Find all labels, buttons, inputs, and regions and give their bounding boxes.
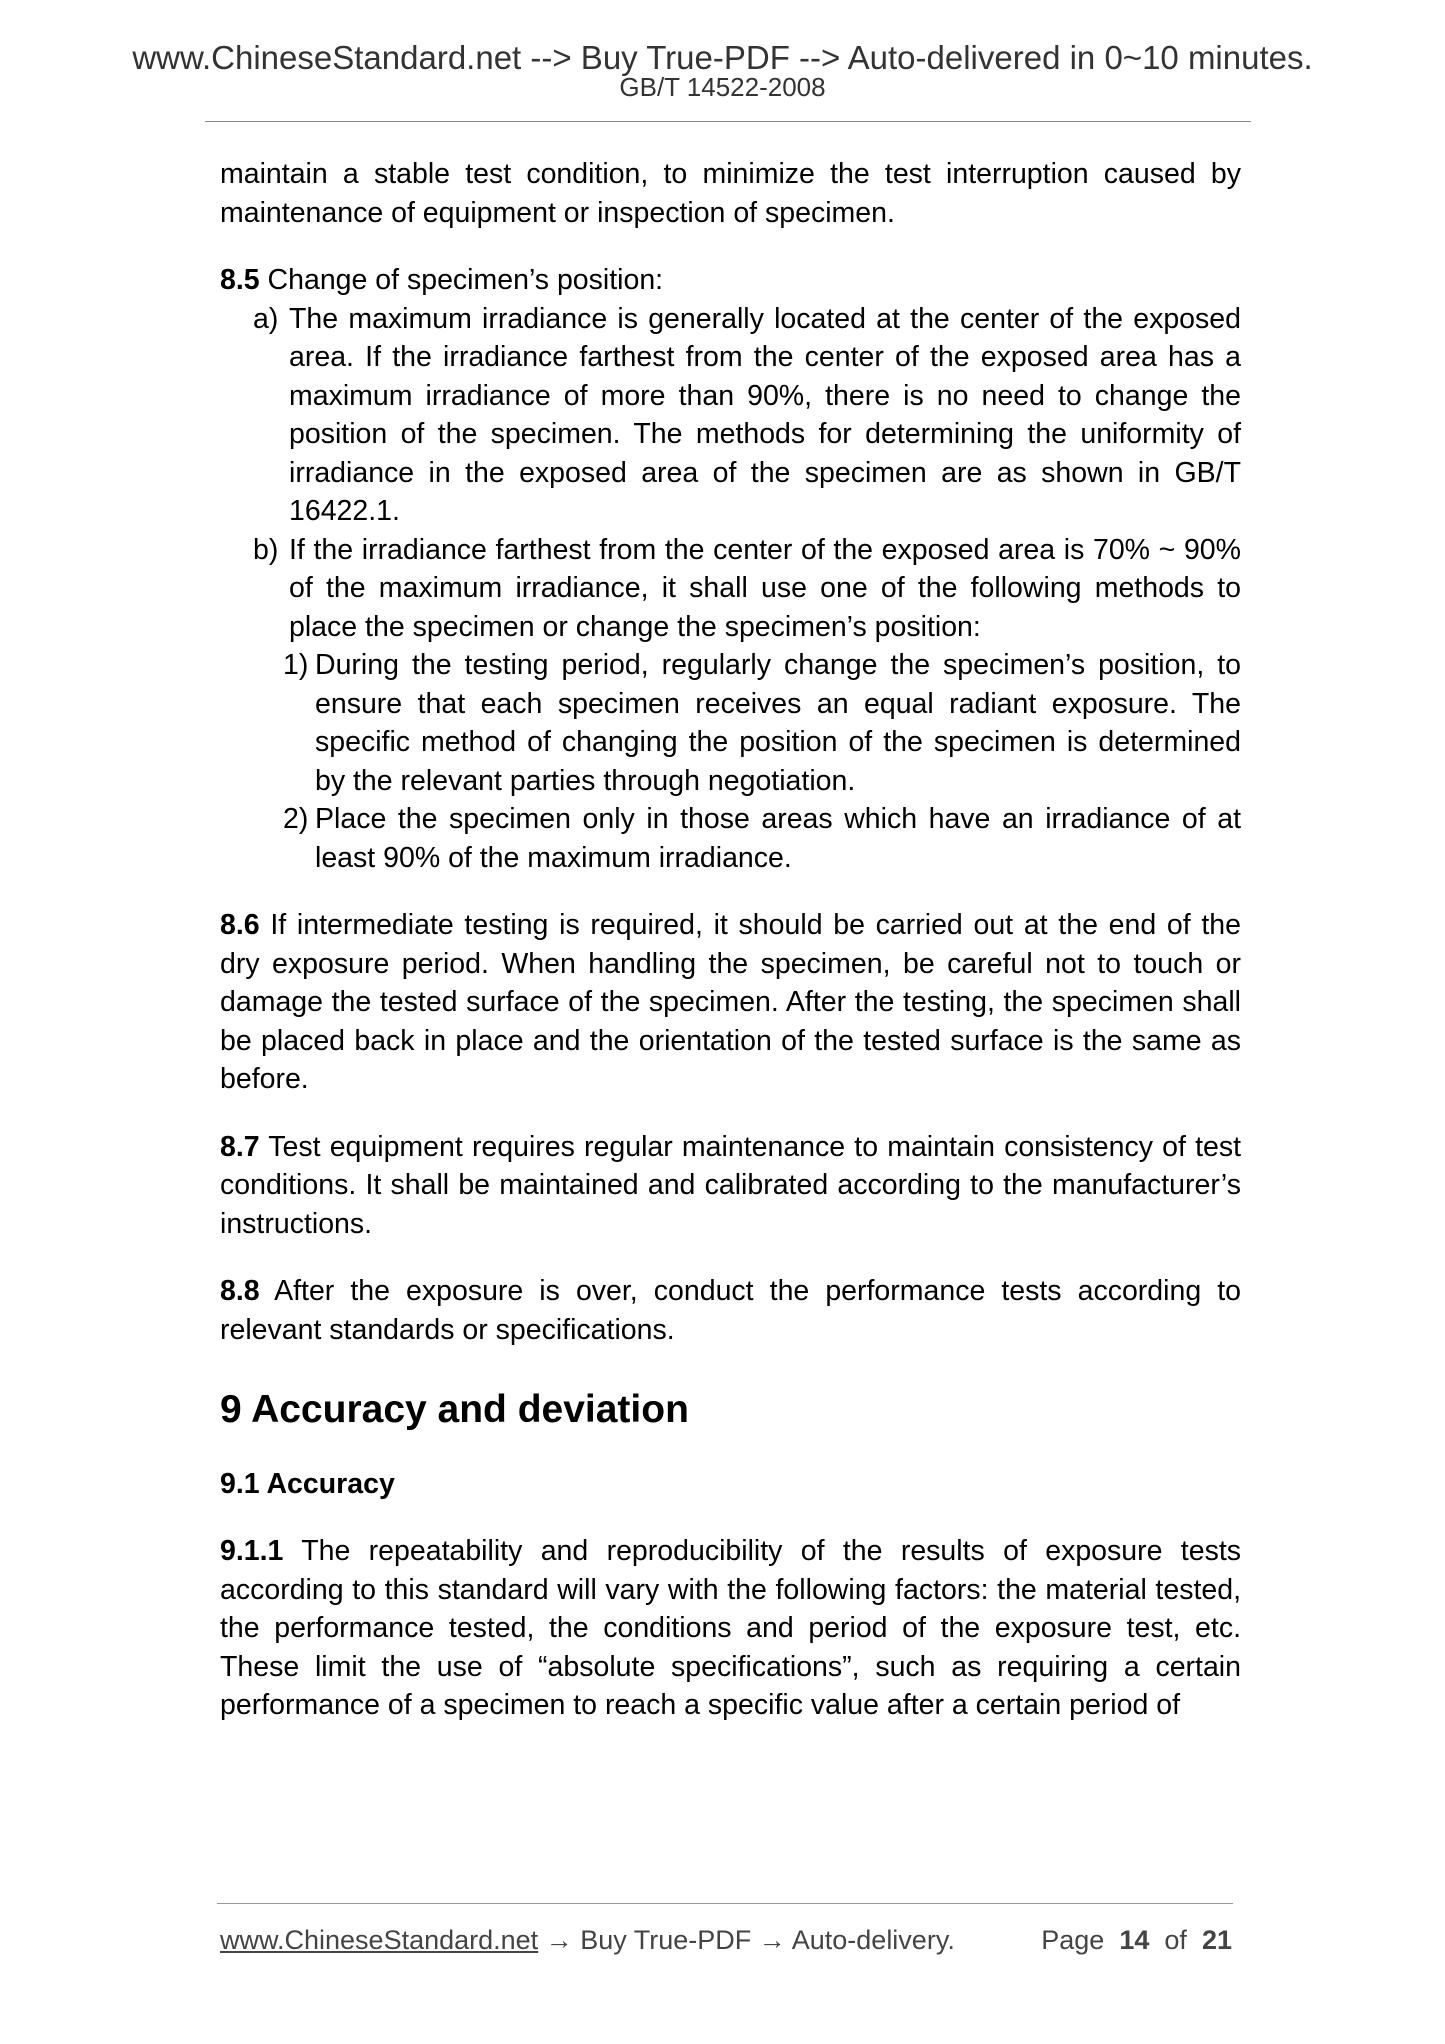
clause-text: If intermediate testing is required, it should be carried out at the end of the dry exposure period. When handling the specimen, be careful not to touch or damage the tested surface of the specimen. After the testing, the specimen shall be placed back in place and the orientation of the tested surface is the same as before. <box>220 909 1241 1095</box>
clause-text: The repeatability and reproducibility of the results of exposure tests according to this standard will vary with the following factors: the material tested, the performance tested, the conditions and period of the exposure test, etc. These limit the use of “absolute specifications”, such as requiring a certain performance of a specimen to reach a specific value after a certain period of <box>220 1535 1241 1721</box>
list-marker: b) <box>253 533 279 566</box>
list-item-a <box>220 300 1241 531</box>
clause-8-8 <box>220 1272 1241 1349</box>
subsection-heading-9-1: 9.1 Accuracy <box>220 1468 395 1500</box>
footer-tagline: → Buy True-PDF → Auto-delivery. <box>538 1925 955 1955</box>
list-marker: 2) <box>283 803 309 835</box>
page-label: Page <box>1041 1925 1105 1955</box>
list-marker: 1) <box>283 649 309 681</box>
clause-text: Test equipment requires regular maintenance to maintain consistency of test conditions. It shall be maintained and calibrated according to the manufacturer’s instructions. <box>220 1130 1241 1240</box>
list-item-text: The maximum irradiance is generally located at the center of the exposed area. If the irradiance farthest from the center of the exposed area has a maximum irradiance of more than 90%, there is no need to change the position of the specimen. The methods for determining the uniformity of irradiance in the exposed area of the specimen are as shown in GB/T 16422.1. <box>289 302 1241 527</box>
continued-paragraph: maintain a stable test condition, to minimize the test interruption caused by maintenance of equipment or inspection of specimen. <box>220 158 1241 229</box>
clause-text: After the exposure is over, conduct the performance tests according to relevant standards or specifications. <box>220 1275 1241 1346</box>
clause-number: 8.7 <box>220 1130 260 1163</box>
page-current: 14 <box>1119 1925 1150 1955</box>
list-item-text: If the irradiance farthest from the center of the exposed area is 70% ~ 90% of the maximum irradiance, it shall use one of the following methods to place the specimen or change the specimen’s position: <box>289 533 1241 643</box>
document-number: GB/T 14522-2008 <box>619 72 826 102</box>
page-content <box>220 155 1241 1725</box>
section-heading-9: 9 Accuracy and deviation <box>220 1388 689 1431</box>
footer-divider <box>217 1903 1233 1904</box>
list-item-b <box>220 531 1241 647</box>
list-marker: a) <box>253 302 279 335</box>
footer-site-link[interactable]: www.ChineseStandard.net <box>220 1925 539 1955</box>
page-of-label: of <box>1164 1925 1187 1955</box>
list-item-b-1 <box>220 646 1241 800</box>
list-item-b-2 <box>220 800 1241 877</box>
clause-number: 8.8 <box>220 1275 260 1307</box>
clause-8-7 <box>220 1128 1241 1244</box>
clause-number: 9.1.1 <box>220 1535 284 1567</box>
clause-9-1-1 <box>220 1532 1241 1725</box>
clause-number: 8.6 <box>220 909 260 941</box>
clause-text: Change of specimen’s position: <box>259 264 664 296</box>
header-divider <box>205 121 1251 122</box>
page-total: 21 <box>1201 1925 1232 1955</box>
page-indicator <box>1041 1922 1232 1958</box>
site-banner: www.ChineseStandard.net --> Buy True-PDF --> Auto-delivered in 0~10 minutes. <box>132 39 1313 76</box>
clause-8-5 <box>220 261 1241 300</box>
page-footer <box>220 1922 1232 1958</box>
list-item-text: During the testing period, regularly change the specimen’s position, to ensure that each specimen receives an equal radiant exposure. The specific method of changing the position of the specimen is determined by the relevant parties through negotiation. <box>315 649 1241 797</box>
clause-8-6 <box>220 906 1241 1099</box>
clause-number: 8.5 <box>220 264 260 296</box>
list-item-text: Place the specimen only in those areas which have an irradiance of at least 90% of the maximum irradiance. <box>315 803 1241 874</box>
